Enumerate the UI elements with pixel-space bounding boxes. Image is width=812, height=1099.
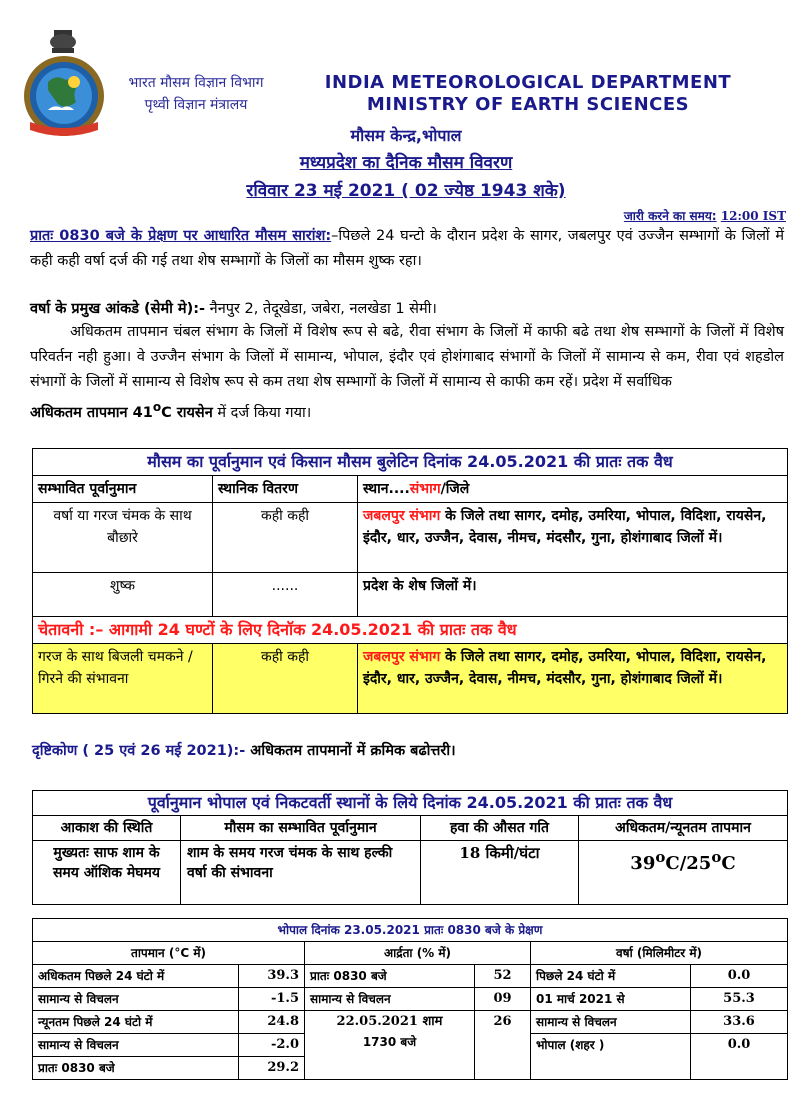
rain-label: सामान्य से विचलन — [531, 1011, 691, 1034]
temp-label: सामान्य से विचलन — [33, 988, 239, 1011]
hindi-dept-line2: पृथ्वी विज्ञान मंत्रालय — [144, 97, 248, 113]
forecast-table — [32, 448, 788, 714]
rain-value: 0.0 — [691, 965, 788, 988]
outlook-body: अधिकतम तापमानों में क्रमिक बढोत्तरी। — [245, 743, 456, 759]
issue-time-value: 12:00 IST — [720, 209, 786, 223]
rain-value: 0.0 — [691, 1034, 788, 1080]
table-row — [33, 503, 788, 573]
temp-value: 39.3 — [239, 965, 305, 988]
rain-data-line — [30, 298, 784, 320]
table-row — [33, 919, 788, 942]
max-temp-deg: o — [152, 400, 162, 414]
max-temp-line — [30, 400, 213, 421]
temp-value: 24.8 — [239, 1011, 305, 1034]
english-department-name — [318, 72, 738, 116]
humidity-time: 1730 बजे — [362, 1035, 417, 1049]
bulletin-date: रविवार 23 मई 2021 ( 02 ज्येष्ठ 1943 शके) — [246, 181, 566, 201]
forecast-districts: प्रदेश के शेष जिलों में। — [358, 573, 788, 617]
rain-label: भोपाल (शहर ) — [531, 1034, 691, 1080]
temp-value: 29.2 — [239, 1057, 305, 1080]
forecast-title: मौसम का पूर्वानुमान एवं किसान मौसम बुलेटिन दिनांक 24.05.2021 की प्रातः तक वैध — [33, 449, 788, 476]
humidity-value: 26 — [475, 1011, 531, 1080]
table-row — [33, 841, 788, 905]
warning-type: गरज के साथ बिजली चमकने / गिरने की संभावना — [33, 644, 213, 714]
table-row — [33, 965, 788, 988]
warning-title: चेतावनी :– आगामी 24 घण्टों के लिए दिनॉक 24.05.2021 की प्रातः तक वैध — [33, 617, 788, 644]
rain-value: 55.3 — [691, 988, 788, 1011]
temp-text: अधिकतम तापमान चंबल संभाग के जिलों में विशेष रूप से बढे, रीवा संभाग के जिलों में काफी बढे तथा शेष सम्भागों के जिलों में विशेष परिवर्तन नही हुआ। वे उज्जैन संभाग के जिलों में सामान्य, भोपाल, इंदौर एवं होशंगाबाद संभागों के जिलों में सामान्य से कम, रीवा एवं शहडोल संभागों के जिलों में सामान्य से विशेष रूप से कम तथा शेष सम्भागों के जिलों में सामान्य से काफी कम रहें। प्रदेश में सर्वाधिक — [30, 324, 784, 390]
weather-summary — [30, 224, 784, 274]
temp-min: 25 — [686, 853, 712, 874]
table-row — [33, 791, 788, 816]
hdr-rainfall: वर्षा (मिलिमीटर में) — [531, 942, 788, 965]
warning-distribution: कही कही — [213, 644, 358, 714]
humidity-label — [305, 1011, 475, 1080]
table-row — [33, 1011, 788, 1034]
forecast-type: वर्षा या गरज चंमक के साथ बौछारे — [33, 503, 213, 573]
outlook — [32, 740, 456, 760]
col-wind: हवा की औसत गति — [421, 816, 579, 841]
summary-text: –पिछले 24 घन्टो के दौरान प्रदेश के सागर, जबलपुर एवं उज्जैन सम्भागों के जिलों में कही कही वर्षा दर्ज की गई तथा शेष सम्भागों के जिलों का मौसम शुष्क रहा। — [30, 228, 784, 269]
forecast-districts — [358, 503, 788, 573]
table-row — [33, 573, 788, 617]
col-temp: अधिकतम/न्यूनतम तापमान — [579, 816, 788, 841]
hindi-dept-line1: भारत मौसम विज्ञान विभाग — [128, 75, 264, 91]
temp-min-deg: o — [711, 848, 722, 866]
issue-time — [624, 207, 786, 224]
col-place-prefix: स्थान.... — [363, 481, 410, 497]
temp-label: अधिकतम पिछले 24 घंटो में — [33, 965, 239, 988]
max-temp-suffix: C रायसेन — [161, 404, 213, 421]
observation-table — [32, 918, 788, 1080]
hdr-temperature: तापमान (°C में) — [33, 942, 305, 965]
observation-title: भोपाल दिनांक 23.05.2021 प्रातः 0830 बजे के प्रेक्षण — [33, 919, 788, 942]
humidity-value: 52 — [475, 965, 531, 988]
warning-division: जबलपुर संभाग — [363, 649, 441, 665]
forecast-division: जबलपुर संभाग — [363, 508, 441, 524]
max-temp-prefix: अधिकतम तापमान 41 — [30, 404, 153, 421]
humidity-date: 22.05.2021 शाम — [336, 1014, 443, 1029]
rain-value: 33.6 — [691, 1011, 788, 1034]
temp-label: प्रातः 0830 बजे — [33, 1057, 239, 1080]
temperature-paragraph — [30, 320, 784, 426]
temp-max: 39 — [630, 853, 656, 874]
issue-time-label: जारी करने का समय: — [623, 209, 717, 223]
humidity-label: सामान्य से विचलन — [305, 988, 475, 1011]
col-place-suffix: /जिले — [440, 481, 470, 497]
col-distribution: स्थानिक वितरण — [213, 476, 358, 503]
temp-value: -2.0 — [239, 1034, 305, 1057]
table-row — [33, 449, 788, 476]
sky-condition: मुख्यतः साफ शाम के समय ऑशिक मेघमय — [33, 841, 181, 905]
eng-dept-line2: MINISTRY OF EARTH SCIENCES — [366, 94, 690, 115]
temp-max-unit: C — [665, 853, 680, 874]
forecast-type: शुष्क — [33, 573, 213, 617]
rain-text: नैनपुर 2, तेदूखेडा, जबेरा, नलखेडा 1 सेमी। — [205, 301, 437, 317]
temp-max-deg: o — [655, 848, 666, 866]
temp-label: न्यूनतम पिछले 24 घंटो में — [33, 1011, 239, 1034]
rain-label: पिछले 24 घंटो में — [531, 965, 691, 988]
outlook-head: दृष्टिकोण ( 25 एवं 26 मई 2021):- — [32, 743, 246, 759]
table-row — [33, 816, 788, 841]
forecast-distribution: कही कही — [213, 503, 358, 573]
temp-min-unit: C — [721, 853, 736, 874]
max-min-temp: 39$^o$C/25$^o$C — [579, 841, 788, 905]
summary-heading: प्रातः 0830 बजे के प्रेक्षण पर आधारित मौसम सारांश: — [30, 228, 332, 244]
table-row — [33, 988, 788, 1011]
bhopal-forecast-title: पूर्वानुमान भोपाल एवं निकटवर्ती स्थानों के लिये दिनांक 24.05.2021 की प्रातः तक वैध — [33, 791, 788, 816]
humidity-value: 09 — [475, 988, 531, 1011]
rain-label: 01 मार्च 2021 से — [531, 988, 691, 1011]
temp-value: -1.5 — [239, 988, 305, 1011]
centre-name: मौसम केन्द्र,भोपाल — [350, 126, 462, 145]
max-temp-end: में दर्ज किया गया। — [212, 404, 312, 421]
col-forecast-type: सम्भावित पूर्वानुमान — [33, 476, 213, 503]
wind-speed: 18 किमी/घंटा — [421, 841, 579, 905]
warning-districts — [358, 644, 788, 714]
table-row — [33, 617, 788, 644]
forecast-district-list: के जिले तथा सागर, दमोह, उमरिया, भोपाल, विदिशा, रायसेन, इंदौर, धार, उज्जैन, देवास, नीमच, मंदसौर, गुना, होशंगाबाद जिलों में। — [363, 508, 767, 546]
col-place-division: संभाग — [409, 481, 441, 497]
warning-district-list: के जिले तथा सागर, दमोह, उमरिया, भोपाल, विदिशा, रायसेन, इंदौर, धार, उज्जैन, देवास, नीमच, मंदसौर, गुना, होशंगाबाद जिलों में। — [363, 649, 767, 687]
table-row — [33, 644, 788, 714]
rain-label: वर्षा के प्रमुख आंकडे (सेमी मे):- — [30, 301, 206, 317]
hindi-department-name — [116, 72, 276, 116]
bhopal-forecast-table — [32, 790, 788, 905]
humidity-label: प्रातः 0830 बजे — [305, 965, 475, 988]
col-place — [358, 476, 788, 503]
forecast-distribution: ...... — [213, 573, 358, 617]
eng-dept-line1: INDIA METEOROLOGICAL DEPARTMENT — [324, 72, 732, 93]
weather-forecast: शाम के समय गरज चंमक के साथ हल्की वर्षा की संभावना — [181, 841, 421, 905]
bulletin-title: मध्यप्रदेश का दैनिक मौसम विवरण — [299, 153, 513, 173]
hdr-humidity: आर्द्रता (% में) — [305, 942, 531, 965]
table-row — [33, 942, 788, 965]
table-row — [33, 476, 788, 503]
col-weather: मौसम का सम्भावित पूर्वानुमान — [181, 816, 421, 841]
col-sky: आकाश की स्थिति — [33, 816, 181, 841]
temp-label: सामान्य से विचलन — [33, 1034, 239, 1057]
